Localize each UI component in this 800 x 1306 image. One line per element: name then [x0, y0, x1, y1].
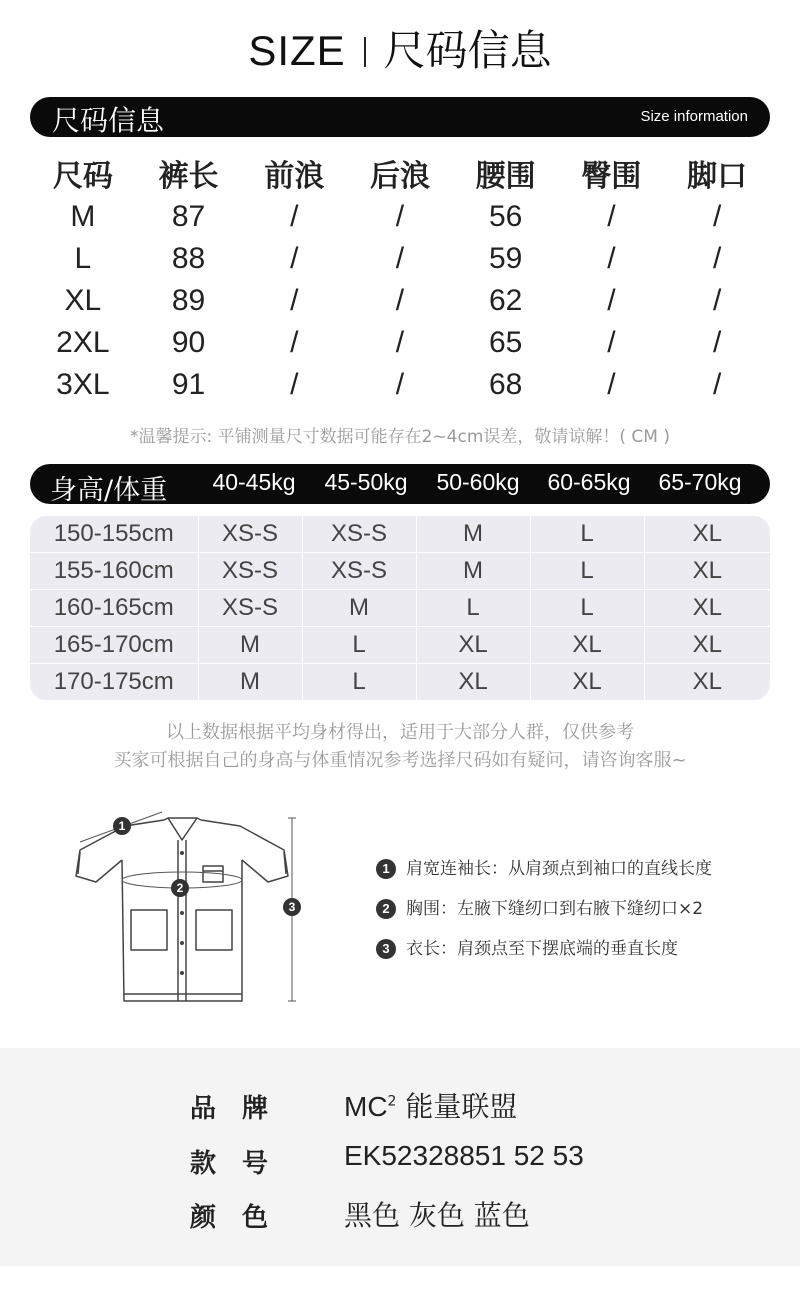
table-cell: /	[290, 368, 299, 401]
table-row	[30, 322, 770, 364]
size-table-header-row	[30, 150, 770, 196]
legend-number: 1	[376, 859, 396, 879]
weight-range-header: 45-50kg	[324, 469, 408, 495]
color-label: 颜色	[190, 1203, 295, 1233]
table-row	[30, 664, 770, 701]
size-cell: XL	[644, 627, 770, 664]
table-cell: /	[607, 284, 616, 317]
size-cell: XS-S	[198, 516, 302, 553]
table-cell: /	[290, 242, 299, 275]
table-cell: 88	[171, 242, 206, 275]
recommend-header-bar	[30, 464, 770, 504]
weight-range-header: 60-65kg	[547, 469, 631, 495]
size-info-title-cn: 尺码信息	[52, 104, 165, 137]
legend-text: 肩宽连袖长：从肩颈点到袖口的直线长度	[406, 859, 712, 879]
size-cell: M	[416, 516, 530, 553]
height-cell: 165-170cm	[30, 627, 198, 664]
table-cell: /	[395, 368, 405, 401]
weight-range-header: 40-45kg	[212, 469, 296, 495]
table-cell: 87	[171, 200, 206, 233]
recommend-table	[30, 516, 770, 700]
size-cell: M	[302, 590, 416, 627]
measurement-note: *温馨提示: 平铺测量尺寸数据可能存在2~4cm误差，敬请谅解！( CM )	[129, 427, 671, 447]
color-value: 黑色 灰色 蓝色	[344, 1199, 530, 1232]
height-cell: 150-155cm	[53, 520, 174, 547]
page-title	[0, 18, 800, 78]
table-cell: 90	[171, 326, 206, 359]
size-cell: XL	[416, 664, 530, 701]
product-info-panel	[0, 1048, 800, 1266]
col-header: 腰围	[475, 159, 536, 194]
table-row	[30, 196, 770, 238]
legend-number: 2	[376, 899, 396, 919]
table-cell: /	[712, 368, 722, 401]
reference-tip-line-1: 以上数据根据平均身材得出，适用于大部分人群，仅供参考	[166, 722, 634, 743]
size-info-header-bar	[30, 97, 770, 137]
table-cell: XL	[64, 284, 102, 317]
svg-text:2: 2	[176, 881, 184, 895]
size-cell: XL	[644, 553, 770, 590]
reference-tip-line-2: 买家可根据自己的身高与体重情况参考选择尺码如有疑问，请咨询客服~	[113, 750, 687, 771]
size-cell: L	[416, 590, 530, 627]
size-cell: L	[530, 553, 644, 590]
brand-value-en: MC	[344, 1091, 388, 1122]
svg-text:1: 1	[118, 819, 126, 833]
col-header: 尺码	[52, 159, 113, 194]
table-cell: 89	[171, 284, 206, 317]
title-en: SIZE	[248, 27, 346, 74]
size-cell: XL	[530, 664, 644, 701]
weight-range-header: 50-60kg	[436, 469, 520, 495]
table-cell: /	[712, 284, 722, 317]
size-cell: XS-S	[198, 553, 302, 590]
table-cell: M	[70, 200, 96, 233]
legend-item	[376, 894, 776, 919]
table-row	[30, 627, 770, 664]
col-header: 后浪	[369, 159, 430, 194]
model-label: 款号	[190, 1149, 295, 1179]
height-cell: 155-160cm	[30, 553, 198, 590]
size-cell: XL	[530, 627, 644, 664]
table-row	[30, 590, 770, 627]
table-cell: /	[290, 284, 299, 317]
brand-value-cn: 能量联盟	[405, 1090, 518, 1123]
table-cell: L	[74, 242, 92, 275]
table-cell: /	[607, 242, 616, 275]
legend-item	[376, 934, 776, 959]
table-cell: 91	[171, 368, 206, 401]
table-cell: /	[290, 326, 299, 359]
recommend-title: 身高/体重	[50, 475, 168, 506]
table-cell: /	[395, 326, 405, 359]
table-cell: /	[395, 200, 405, 233]
garment-measure-diagram	[70, 808, 340, 1008]
size-cell: L	[530, 516, 644, 553]
size-cell: XL	[644, 590, 770, 627]
table-cell: 62	[488, 284, 523, 317]
table-row	[30, 516, 770, 553]
table-cell: /	[290, 200, 299, 233]
size-cell: XL	[644, 664, 770, 701]
size-cell: XS-S	[302, 516, 416, 553]
size-cell: L	[530, 590, 644, 627]
size-cell: L	[302, 627, 416, 664]
size-cell: XL	[416, 627, 530, 664]
size-cell: M	[198, 664, 302, 701]
size-cell: XS-S	[198, 590, 302, 627]
brand-value-sup: 2	[387, 1093, 397, 1110]
brand-label: 品牌	[190, 1094, 295, 1124]
table-cell: /	[712, 200, 722, 233]
table-cell: /	[607, 368, 616, 401]
col-header: 前浪	[264, 159, 325, 194]
table-row	[30, 553, 770, 590]
weight-range-header: 65-70kg	[658, 469, 742, 495]
size-cell: XL	[644, 516, 770, 553]
height-cell: 160-165cm	[30, 590, 198, 627]
size-info-title-en: Size information	[640, 108, 748, 125]
table-cell: 2XL	[56, 326, 110, 359]
col-header: 脚口	[687, 159, 748, 194]
table-row	[30, 238, 770, 280]
title-cn: 尺码信息	[383, 26, 552, 75]
size-cell: M	[198, 627, 302, 664]
model-value: EK52328851 52 53	[344, 1140, 584, 1171]
table-cell: 65	[488, 326, 523, 359]
table-row	[30, 280, 770, 322]
table-cell: /	[395, 242, 405, 275]
size-cell: L	[302, 664, 416, 701]
height-cell: 170-175cm	[30, 664, 198, 701]
legend-text: 衣长：肩颈点至下摆底端的垂直长度	[406, 939, 678, 959]
table-cell: 59	[488, 242, 523, 275]
legend-number: 3	[376, 939, 396, 959]
table-cell: /	[395, 284, 405, 317]
size-cell: M	[416, 553, 530, 590]
table-cell: /	[712, 242, 722, 275]
table-cell: 3XL	[56, 368, 110, 401]
col-header: 臀围	[581, 159, 642, 194]
table-cell: /	[712, 326, 722, 359]
table-cell: 56	[488, 200, 523, 233]
table-cell: 68	[488, 368, 523, 401]
table-row	[30, 364, 770, 406]
col-header: 裤长	[158, 159, 219, 194]
svg-text:3: 3	[288, 900, 296, 914]
title-divider	[364, 37, 366, 67]
table-cell: /	[607, 200, 616, 233]
legend-item	[376, 854, 776, 879]
size-cell: XS-S	[302, 553, 416, 590]
brand-value	[344, 1085, 517, 1125]
size-table	[30, 150, 770, 406]
legend-text: 胸围：左腋下缝纫口到右腋下缝纫口×2	[406, 899, 704, 919]
table-cell: /	[607, 326, 616, 359]
